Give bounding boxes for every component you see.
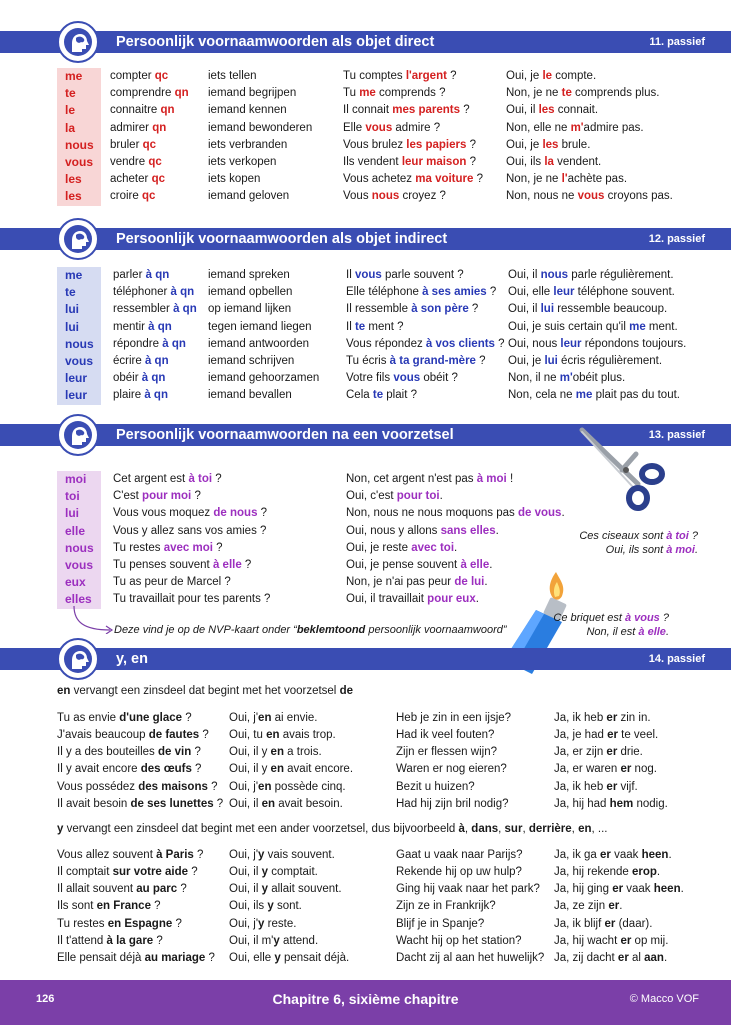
- answer: Oui, nous y allons sans elles.: [346, 524, 499, 537]
- dutch-translation: iemand gehoorzamen: [208, 372, 320, 385]
- exercise-number: 13. passief: [648, 429, 705, 441]
- dutch-answer: Ja, ik ga er vaak heen.: [554, 849, 672, 861]
- pronoun: lui: [65, 506, 79, 521]
- verb: plaire à qn: [113, 389, 168, 402]
- pronoun-column-indirect: [57, 267, 101, 405]
- dutch-answer: Ja, ik heb er vijf.: [554, 780, 638, 793]
- question: Cet argent est à toi ?: [113, 473, 222, 485]
- answer: Oui, il les connait.: [506, 104, 599, 117]
- answer: Oui, il y allait souvent.: [229, 883, 342, 896]
- en-dutch-answers: [554, 710, 668, 813]
- dutch-question: Bezit u huizen?: [396, 780, 475, 793]
- question: Il connait mes parents ?: [343, 104, 470, 117]
- chapter-title: Chapitre 6, sixième chapitre: [272, 991, 459, 1007]
- pronoun: te: [65, 86, 76, 101]
- dutch-question: Ging hij vaak naar het park?: [396, 883, 540, 896]
- verb: connaitre qn: [110, 104, 175, 117]
- question: Il te ment ?: [346, 320, 404, 333]
- answer: Oui, il y en avait encore.: [229, 763, 354, 776]
- answer: Oui, j'en ai envie.: [229, 712, 318, 724]
- verb: ressembler à qn: [113, 303, 197, 316]
- scissors-caption: Ces ciseaux sont à toi ? Oui, ils sont à moi.: [579, 530, 698, 556]
- question: Il y a des bouteilles de vin ?: [57, 746, 201, 759]
- dutch-question: Wacht hij op het station?: [396, 934, 522, 947]
- section-header-objet-direct: [0, 31, 731, 53]
- question: Tu restes avec moi ?: [113, 541, 223, 554]
- pronoun: te: [65, 285, 76, 300]
- pronoun: leur: [65, 371, 88, 386]
- question: Tu écris à ta grand-mère ?: [346, 354, 486, 367]
- dutch-question: Zijn er flessen wijn?: [396, 746, 497, 759]
- dutch-translation: op iemand lijken: [208, 303, 292, 316]
- question: Vous allez souvent à Paris ?: [57, 849, 204, 861]
- pronoun: nous: [65, 137, 94, 152]
- pronoun: vous: [65, 353, 94, 368]
- dutch-question: Heb je zin in een ijsje?: [396, 712, 512, 724]
- question: C'est pour moi ?: [113, 490, 201, 503]
- answer: Oui, je le compte.: [506, 70, 597, 82]
- question: Vous y allez sans vos amies ?: [113, 524, 267, 537]
- answer: Oui, elle leur téléphone souvent.: [508, 286, 675, 299]
- pronoun: elle: [65, 523, 86, 538]
- dutch-translation: iets tellen: [208, 70, 257, 82]
- pronoun: leur: [65, 388, 88, 403]
- dutch-answer: Ja, hij wacht er op mij.: [554, 934, 669, 947]
- dutch-translation: iets verbranden: [208, 138, 288, 151]
- answer-column: [506, 68, 673, 206]
- verb: comprendre qn: [110, 87, 189, 100]
- verb: acheter qc: [110, 173, 165, 186]
- question: Il comptait sur votre aide ?: [57, 866, 198, 879]
- pronoun: eux: [65, 575, 86, 590]
- question: Elle pensait déjà au mariage ?: [57, 951, 215, 964]
- answer: Oui, je suis certain qu'il me ment.: [508, 320, 678, 333]
- question: Tu travaillait pour tes parents ?: [113, 593, 271, 606]
- question: Vous achetez ma voiture ?: [343, 173, 484, 186]
- answer: Non, je ne te comprends plus.: [506, 87, 660, 100]
- question: Ils sont en France ?: [57, 900, 161, 913]
- dutch-answer: Ja, ze zijn er.: [554, 900, 623, 913]
- brain-head-icon: [57, 414, 99, 456]
- question: Cela te plait ?: [346, 389, 417, 402]
- question: Vous répondez à vos clients ?: [346, 337, 505, 350]
- verb: téléphoner à qn: [113, 286, 195, 299]
- answer: Oui, ils la vendent.: [506, 155, 602, 168]
- question: Ils vendent leur maison ?: [343, 155, 476, 168]
- exercise-number: 14. passief: [648, 653, 705, 665]
- answer: Oui, j'y reste.: [229, 917, 297, 930]
- question: Tu restes en Espagne ?: [57, 917, 182, 930]
- answer: Oui, j'en possède cinq.: [229, 780, 346, 793]
- verb: admirer qn: [110, 121, 167, 134]
- answer: Non, je ne l'achète pas.: [506, 173, 628, 186]
- dutch-translation: iets kopen: [208, 173, 261, 186]
- section-header-y-en: [0, 648, 731, 670]
- dutch-question: Dacht zij al aan het huwelijk?: [396, 951, 545, 964]
- dutch-answer: Ja, er zijn er drie.: [554, 746, 643, 759]
- pronoun: la: [65, 120, 76, 135]
- verb: croire qc: [110, 190, 156, 203]
- pronoun: le: [65, 103, 76, 118]
- pronoun: vous: [65, 154, 94, 169]
- pronoun: lui: [65, 319, 79, 334]
- lighter-caption: Ce briquet est à vous ? Non, il est à elle.: [553, 612, 669, 638]
- dutch-question: Zijn ze in Frankrijk?: [396, 900, 496, 913]
- exercise-number: 11. passief: [649, 36, 705, 48]
- question: Elle vous admire ?: [343, 121, 441, 134]
- answer: Non, elle ne m'admire pas.: [506, 121, 644, 134]
- dutch-answer: Ja, hij rekende erop.: [554, 866, 661, 879]
- pronoun: les: [65, 172, 82, 187]
- question: Il vous parle souvent ?: [346, 269, 464, 281]
- y-rule: y vervangt een zinsdeel dat begint met een ander voorzetsel, dus bijvoorbeeld à, dans, sur, derrière, en, ...: [57, 823, 608, 835]
- dutch-question: Blijf je in Spanje?: [396, 917, 485, 930]
- answer: Oui, il m'y attend.: [229, 934, 319, 947]
- question: Vous vous moquez de nous ?: [113, 507, 268, 520]
- answer: Non, nous ne nous moquons pas de vous.: [346, 507, 565, 520]
- dutch-translation: iets verkopen: [208, 155, 277, 168]
- brain-head-icon: [57, 638, 99, 680]
- question: Il y avait encore des œufs ?: [57, 763, 202, 776]
- en-french-questions: [57, 710, 223, 813]
- section-header-objet-indirect: [0, 228, 731, 250]
- question: Il t'attend à la gare ?: [57, 934, 163, 947]
- question: Votre fils vous obéit ?: [346, 372, 458, 385]
- answer-column: [508, 267, 686, 405]
- answer: Oui, il travaillait pour eux.: [346, 593, 479, 606]
- dutch-question: Gaat u vaak naar Parijs?: [396, 849, 523, 861]
- y-french-questions: [57, 847, 215, 967]
- answer: Oui, il y comptait.: [229, 866, 318, 879]
- exercise-number: 12. passief: [648, 233, 705, 245]
- y-dutch-answers: [554, 847, 684, 967]
- answer: Oui, je les brule.: [506, 138, 591, 151]
- brain-head-icon: [57, 21, 99, 63]
- dutch-question: Had hij zijn bril nodig?: [396, 797, 509, 810]
- dutch-translation: iemand begrijpen: [208, 87, 297, 100]
- answer: Non, il ne m'obéit plus.: [508, 372, 626, 385]
- answer: Non, cet argent n'est pas à moi !: [346, 473, 514, 485]
- answer: Oui, tu en avais trop.: [229, 729, 336, 742]
- dutch-answer: Ja, hij ging er vaak heen.: [554, 883, 684, 896]
- answer: Oui, il nous parle régulièrement.: [508, 269, 674, 281]
- dutch-translation: iemand schrijven: [208, 354, 295, 367]
- dutch-translation: iemand geloven: [208, 190, 290, 203]
- dutch-answer: Ja, zij dacht er al aan.: [554, 951, 668, 964]
- verb: obéir à qn: [113, 372, 166, 385]
- question-column: [346, 267, 505, 405]
- answer: Non, nous ne vous croyons pas.: [506, 190, 673, 203]
- dutch-question: Had ik veel fouten?: [396, 729, 495, 742]
- answer: Non, je n'ai pas peur de lui.: [346, 576, 488, 589]
- answer: Oui, je pense souvent à elle.: [346, 558, 493, 571]
- answer: Oui, elle y pensait déjà.: [229, 951, 350, 964]
- dutch-translation: iemand kennen: [208, 104, 287, 117]
- pronoun: me: [65, 69, 83, 83]
- question-column: [113, 471, 270, 609]
- pronoun: lui: [65, 302, 79, 317]
- pronoun-column-stressed: [57, 471, 101, 609]
- verb-column: [113, 267, 197, 405]
- dutch-answer: Ja, je had er te veel.: [554, 729, 659, 742]
- dutch-translation: tegen iemand liegen: [208, 320, 312, 333]
- y-dutch-questions: [396, 847, 544, 967]
- answer: Oui, j'y vais souvent.: [229, 849, 335, 861]
- page-footer: [0, 980, 731, 1025]
- pronoun: me: [65, 268, 83, 282]
- section-title: Persoonlijk voornaamwoorden als objet indirect: [116, 231, 448, 247]
- answer: Oui, il lui ressemble beaucoup.: [508, 303, 668, 316]
- dutch-answer: Ja, ik heb er zin in.: [554, 712, 651, 724]
- answer: Oui, je lui écris régulièrement.: [508, 354, 663, 367]
- dutch-translation: iemand antwoorden: [208, 337, 310, 350]
- verb: bruler qc: [110, 138, 157, 151]
- pronoun-column-direct: [57, 68, 101, 206]
- pronoun: nous: [65, 336, 94, 351]
- verb: compter qc: [110, 70, 169, 82]
- answer: Oui, je reste avec toi.: [346, 541, 458, 554]
- question: Vous nous croyez ?: [343, 190, 446, 203]
- question: Il ressemble à son père ?: [346, 303, 479, 316]
- verb: mentir à qn: [113, 320, 172, 333]
- question: Tu as peur de Marcel ?: [113, 576, 231, 589]
- arrow-icon: [72, 604, 116, 634]
- question: Tu penses souvent à elle ?: [113, 558, 252, 571]
- verb: répondre à qn: [113, 337, 186, 350]
- answer: Oui, ils y sont.: [229, 900, 302, 913]
- question: Vous possédez des maisons ?: [57, 780, 218, 793]
- question: Il allait souvent au parc ?: [57, 883, 187, 896]
- dutch-translation: iemand bevallen: [208, 389, 292, 402]
- y-french-answers: [229, 847, 349, 967]
- verb: parler à qn: [113, 269, 170, 281]
- pronoun: elles: [65, 592, 92, 607]
- question: Tu comptes l'argent ?: [343, 70, 457, 82]
- pronoun: moi: [65, 472, 87, 486]
- question: Elle téléphone à ses amies ?: [346, 286, 497, 299]
- pronoun: les: [65, 189, 82, 204]
- dutch-answer: Ja, er waren er nog.: [554, 763, 657, 776]
- answer: Oui, nous leur répondons toujours.: [508, 337, 687, 350]
- pronoun: nous: [65, 540, 94, 555]
- dutch-translation: iemand opbellen: [208, 286, 293, 299]
- section-title: Persoonlijk voornaamwoorden na een voorzetsel: [116, 427, 454, 443]
- en-dutch-questions: [396, 710, 511, 813]
- dutch-column: [208, 267, 319, 405]
- answer: Oui, il en avait besoin.: [229, 797, 343, 810]
- dutch-answer: Ja, ik blijf er (daar).: [554, 917, 653, 930]
- pronoun: toi: [65, 489, 80, 504]
- scissors-icon: [576, 424, 676, 524]
- question: Tu me comprends ?: [343, 87, 446, 100]
- question: J'avais beaucoup de fautes ?: [57, 729, 209, 742]
- en-rule: en vervangt een zinsdeel dat begint met het voorzetsel de: [57, 685, 353, 697]
- dutch-translation: iemand spreken: [208, 269, 290, 281]
- answer: Non, cela ne me plait pas du tout.: [508, 389, 680, 402]
- dutch-answer: Ja, hij had hem nodig.: [554, 797, 668, 810]
- question: Tu as envie d'une glace ?: [57, 712, 192, 724]
- answer: Oui, c'est pour toi.: [346, 490, 443, 503]
- answer: Oui, il y en a trois.: [229, 746, 322, 759]
- verb: écrire à qn: [113, 354, 169, 367]
- page-number: 126: [36, 993, 55, 1005]
- verb-column: [110, 68, 189, 206]
- dutch-translation: iemand bewonderen: [208, 121, 313, 134]
- dutch-question: Rekende hij op uw hulp?: [396, 866, 522, 879]
- pronoun: vous: [65, 557, 94, 572]
- question: Il avait besoin de ses lunettes ?: [57, 797, 224, 810]
- verb: vendre qc: [110, 155, 162, 168]
- brain-head-icon: [57, 218, 99, 260]
- dutch-question: Waren er nog eieren?: [396, 763, 507, 776]
- section-title: y, en: [116, 651, 148, 667]
- en-french-answers: [229, 710, 353, 813]
- dutch-column: [208, 68, 312, 206]
- section-title: Persoonlijk voornaamwoorden als objet direct: [116, 34, 435, 50]
- question-column: [343, 68, 483, 206]
- nvp-card-note: Deze vind je op de NVP-kaart onder “beklemtoond persoonlijk voornaamwoord”: [114, 624, 507, 636]
- question: Vous brulez les papiers ?: [343, 138, 476, 151]
- copyright: © Macco VOF: [629, 993, 699, 1005]
